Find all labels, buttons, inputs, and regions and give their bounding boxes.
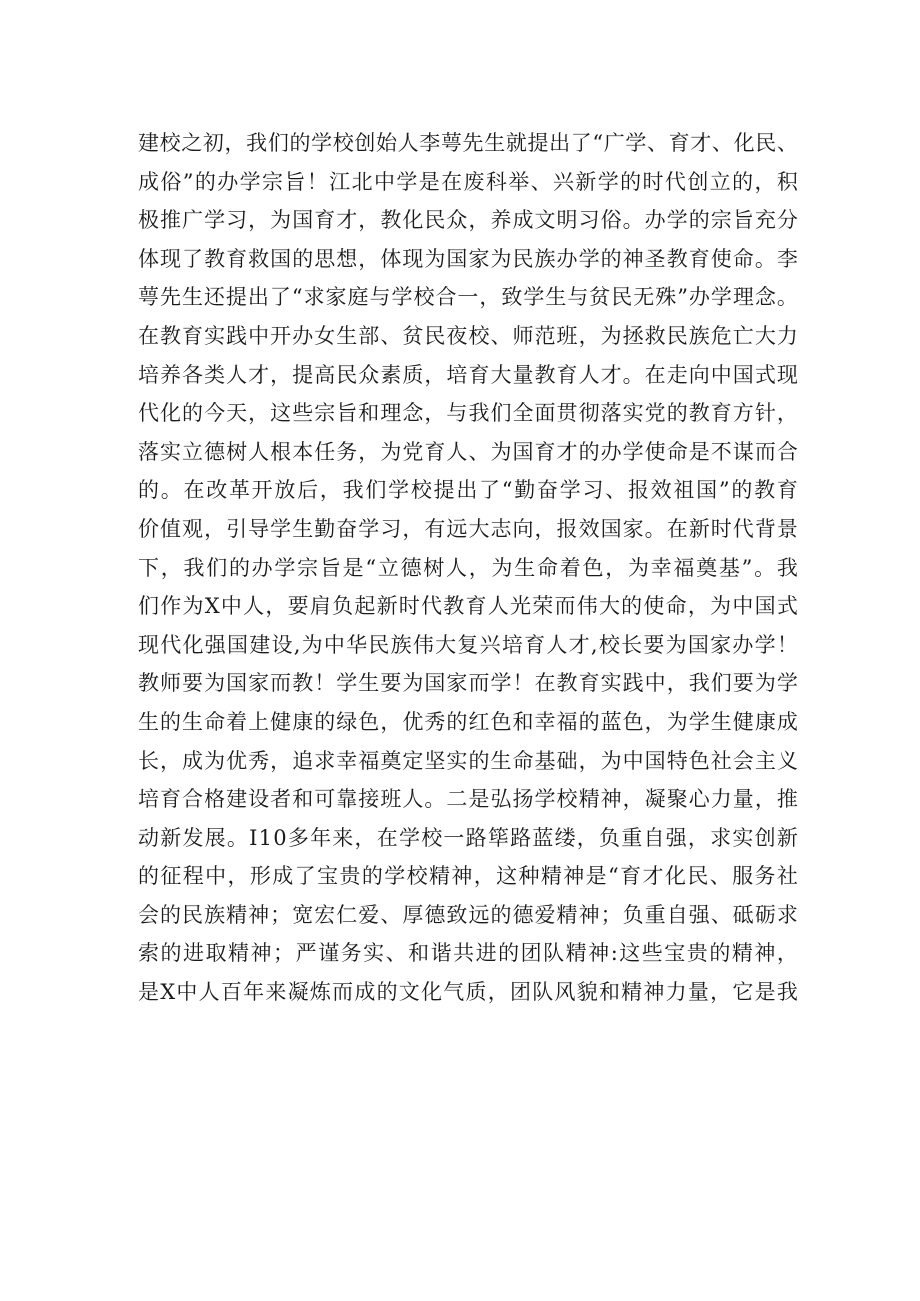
text-line: 教师要为国家而教！学生要为国家而学！在教育实践中，我们要为学 bbox=[138, 671, 799, 696]
text-line: 长，成为优秀，追求幸福奠定坚实的生命基础，为中国特色社会主义 bbox=[138, 748, 799, 773]
text-line: 成俗”的办学宗旨！江北中学是在废科举、兴新学的时代创立的，积 bbox=[138, 169, 800, 194]
text-line: 会的民族精神；宽宏仁爱、厚德致远的德爱精神；负重自强、砥砺求 bbox=[138, 902, 799, 927]
text-line: 建校之初，我们的学校创始人李萼先生就提出了“广学、育才、化民、 bbox=[138, 131, 799, 155]
text-line: 落实立德树人根本任务，为党育人、为国育才的办学使命是不谋而合 bbox=[138, 439, 799, 464]
text-line: 的。在改革开放后，我们学校提出了“勤奋学习、报效祖国”的教育 bbox=[138, 478, 800, 503]
text-line: 是X中人百年来凝炼而成的文化气质，团队风貌和精神力量，它是我 bbox=[138, 980, 800, 1005]
text-line: 培育合格建设者和可靠接班人。二是弘扬学校精神，凝聚心力量，推 bbox=[138, 787, 799, 812]
text-line: 的征程中，形成了宝贵的学校精神，这种精神是“育才化民、服务社 bbox=[138, 864, 800, 889]
text-line: 索的进取精神；严谨务实、和谐共进的团队精神:这些宝贵的精神， bbox=[138, 941, 800, 966]
text-line: 动新发展。I10多年来，在学校一路筚路蓝缕，负重自强，求实创新 bbox=[138, 825, 800, 850]
text-line: 培养各类人才，提高民众素质，培育大量教育人才。在走向中国式现 bbox=[138, 362, 799, 387]
text-line: 萼先生还提出了“求家庭与学校合一，致学生与贫民无殊”办学理念。 bbox=[138, 285, 799, 310]
text-line: 下，我们的办学宗旨是“立德树人，为生命着色，为幸福奠基”。我 bbox=[138, 555, 800, 580]
text-line: 体现了教育救国的思想，体现为国家为民族办学的神圣教育使命。李 bbox=[138, 246, 799, 271]
text-line: 极推广学习，为国育才，教化民众，养成文明习俗。办学的宗旨充分 bbox=[138, 208, 799, 233]
text-line: 生的生命着上健康的绿色，优秀的红色和幸福的蓝色，为学生健康成 bbox=[138, 709, 799, 734]
text-line: 们作为X中人，要肩负起新时代教育人光荣而伟大的使命，为中国式 bbox=[138, 594, 800, 619]
text-line: 在教育实践中开办女生部、贫民夜校、师范班，为拯救民族危亡大力 bbox=[138, 323, 799, 348]
body-paragraph bbox=[138, 124, 798, 1012]
text-line: 现代化强国建设,为中华民族伟大复兴培育人才,校长要为国家办学！ bbox=[138, 632, 800, 657]
text-line: 代化的今天，这些宗旨和理念，与我们全面贯彻落实党的教育方针， bbox=[138, 401, 799, 426]
text-line: 价值观，引导学生勤奋学习，有远大志向，报效国家。在新时代背景 bbox=[138, 516, 799, 541]
